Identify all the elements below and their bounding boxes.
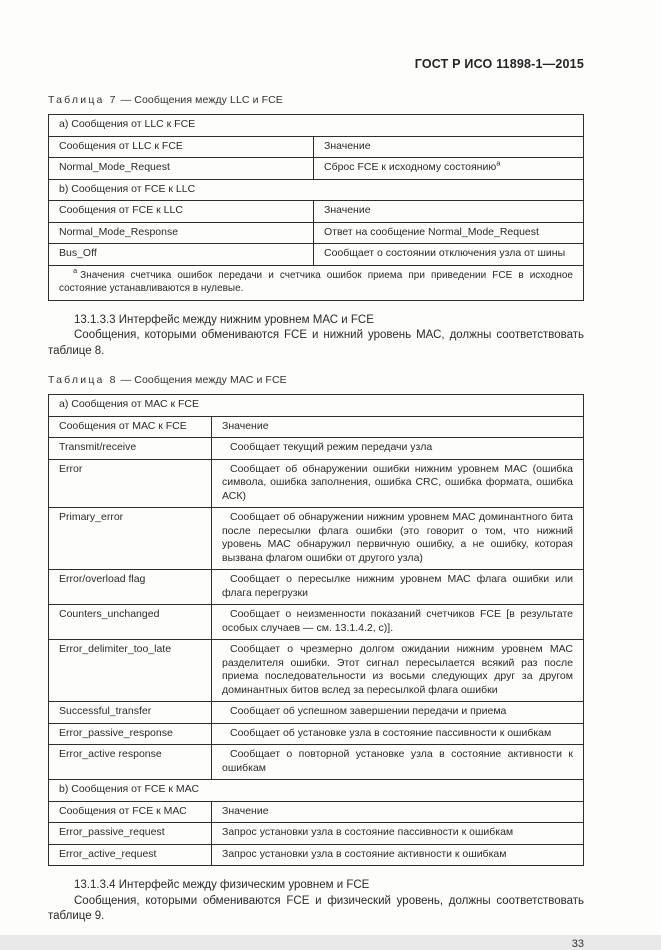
cell-message: Сообщения от FCE к LLC xyxy=(49,201,314,223)
cell-message: Error_active_request xyxy=(49,844,212,866)
cell-value: Сообщает об успешном завершении передачи и приема xyxy=(212,702,584,724)
table-7-caption-label: Таблица 7 xyxy=(48,94,118,106)
section-13-1-3-3 xyxy=(48,313,584,360)
cell-value: Значение xyxy=(212,416,584,438)
cell-message: Error_passive_request xyxy=(49,823,212,845)
cell-message: Normal_Mode_Request xyxy=(49,158,314,180)
footnote-marker: a xyxy=(73,266,78,276)
cell-message: Error/overload flag xyxy=(49,570,212,605)
cell-message: Counters_unchanged xyxy=(49,605,212,640)
table-row xyxy=(49,158,584,180)
table-row xyxy=(49,265,584,300)
cell-value: Запрос установки узла в состояние пассивности к ошибкам xyxy=(212,823,584,845)
section-paragraph: Сообщения, которыми обмениваются FCE и физический уровень, должны соответствовать таблице 9. xyxy=(48,894,584,922)
table-row xyxy=(49,222,584,244)
table-8 xyxy=(48,394,584,866)
document-header: ГОСТ Р ИСО 11898-1—2015 xyxy=(414,57,584,71)
cell-message: Transmit/receive xyxy=(49,438,212,460)
section-heading: 13.1.3.4 Интерфейс между физическим уровнем и FCE xyxy=(74,879,370,891)
table-row xyxy=(49,136,584,158)
table-section-cell: b) Сообщения от FCE к LLC xyxy=(49,179,584,201)
cell-message: Primary_error xyxy=(49,508,212,570)
table-7 xyxy=(48,114,584,301)
cell-value-text: Сброс FCE к исходному состоянию xyxy=(324,161,497,173)
table-section-cell: a) Сообщения от МАС к FCE xyxy=(49,395,584,417)
cell-message: Error_active response xyxy=(49,745,212,780)
table-row xyxy=(49,416,584,438)
table-row xyxy=(49,823,584,845)
table-8-caption xyxy=(48,374,584,386)
table-section-cell: a) Сообщения от LLC к FCE xyxy=(49,115,584,137)
cell-value: Ответ на сообщение Normal_Mode_Request xyxy=(314,222,584,244)
table-row xyxy=(49,745,584,780)
section-heading: 13.1.3.3 Интерфейс между нижним уровнем МАС и FCE xyxy=(74,313,374,326)
table-row xyxy=(49,723,584,745)
table-8-caption-label: Таблица 8 xyxy=(48,374,118,386)
cell-value: Сообщает об обнаружении ошибки нижним уровнем МАС (ошибка символа, ошибка заполнения, ошибка CRC, ошибка формата, ошибка АСК) xyxy=(212,459,584,508)
table-row xyxy=(49,605,584,640)
section-13-1-3-4 xyxy=(48,878,584,925)
footnote-marker: a xyxy=(496,158,501,168)
cell-value: Значение xyxy=(212,801,584,823)
table-row xyxy=(49,508,584,570)
table-row xyxy=(49,459,584,508)
table-row xyxy=(49,179,584,201)
section-paragraph: Сообщения, которыми обмениваются FCE и нижний уровень МАС, должны соответствовать таблице 8. xyxy=(48,329,584,357)
table-footnote xyxy=(49,265,584,300)
cell-value: Сообщает об установке узла в состояние пассивности к ошибкам xyxy=(212,723,584,745)
table-7-caption-title: — Сообщения между LLC и FCE xyxy=(120,94,283,106)
cell-value: Значение xyxy=(314,201,584,223)
table-row xyxy=(49,395,584,417)
cell-message: Successful_transfer xyxy=(49,702,212,724)
page-number: 33 xyxy=(571,937,584,950)
table-row xyxy=(49,702,584,724)
cell-value: Сообщает о пересылке нижним уровнем МАС флага ошибки или флага перегрузки xyxy=(212,570,584,605)
table-section-cell: b) Сообщения от FCE к МАС xyxy=(49,780,584,802)
table-row xyxy=(49,115,584,137)
cell-value: Сообщает о неизменности показаний счетчиков FCE [в результате особых случаев — см. 13.1.4.2, c)]. xyxy=(212,605,584,640)
table-row xyxy=(49,201,584,223)
cell-value: Сообщает о чрезмерно долгом ожидании нижним уровнем МАС разделителя ошибки. Этот сигнал пересылается всякий раз после приема последовательности из восьми следующих друг за другом доминантных битов вслед за пересылкой флага ошибки xyxy=(212,640,584,702)
page-content xyxy=(48,0,584,950)
cell-message: Сообщения от LLC к FCE xyxy=(49,136,314,158)
cell-message: Сообщения от FCE к МАС xyxy=(49,801,212,823)
table-row xyxy=(49,844,584,866)
cell-message: Сообщения от МАС к FCE xyxy=(49,416,212,438)
cell-message: Error_passive_response xyxy=(49,723,212,745)
table-row xyxy=(49,640,584,702)
cell-value: Значение xyxy=(314,136,584,158)
table-7-caption xyxy=(48,94,584,106)
table-row xyxy=(49,780,584,802)
table-8-caption-title: — Сообщения между МАС и FCE xyxy=(120,374,287,386)
table-row xyxy=(49,438,584,460)
cell-message: Bus_Off xyxy=(49,244,314,266)
cell-message: Normal_Mode_Response xyxy=(49,222,314,244)
cell-message: Error_delimiter_too_late xyxy=(49,640,212,702)
table-row xyxy=(49,801,584,823)
cell-value: Сообщает об обнаружении нижним уровнем МАС доминантного бита после пересылки флага ошибки (это говорит о том, что нижний уровень МАС обнаружил первичную ошибку, а не ошибку, которая вызвана флагом ошибки от другого узла) xyxy=(212,508,584,570)
cell-value: Сообщает текущий режим передачи узла xyxy=(212,438,584,460)
cell-message: Error xyxy=(49,459,212,508)
cell-value: Запрос установки узла в состояние активности к ошибкам xyxy=(212,844,584,866)
table-row xyxy=(49,570,584,605)
table-row xyxy=(49,244,584,266)
cell-value xyxy=(314,158,584,180)
footnote-text: Значения счетчика ошибок передачи и счетчика ошибок приема при приведении FCE в исходное состояние устанавливаются в нулевые. xyxy=(59,269,573,294)
cell-value: Сообщает о состоянии отключения узла от шины xyxy=(314,244,584,266)
cell-value: Сообщает о повторной установке узла в состояние активности к ошибкам xyxy=(212,745,584,780)
